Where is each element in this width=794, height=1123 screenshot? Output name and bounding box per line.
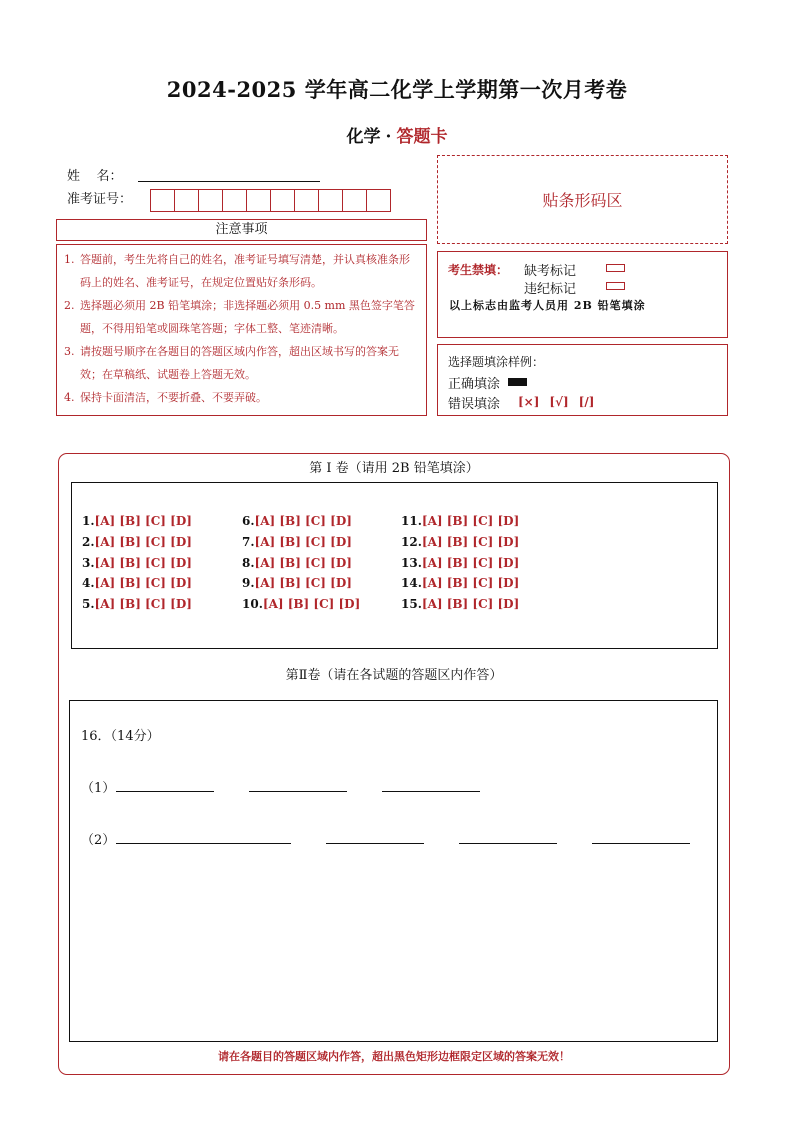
forbidden-label: 考生禁填： (448, 263, 509, 277)
mc-options[interactable]: [A] [B] [C] [D] (421, 597, 520, 611)
violation-mark-box[interactable] (606, 282, 625, 290)
boundary-warning: 请在各题目的答题区域内作答，超出黑色矩形边框限定区域的答案无效！ (218, 1050, 570, 1063)
mc-question[interactable]: 6.[A] [B] [C] [D] (242, 514, 352, 528)
card-subtitle (0, 122, 794, 147)
mc-options[interactable]: [A] [B] [C] [D] (254, 556, 352, 570)
mc-question[interactable]: 3.[A] [B] [C] [D] (82, 556, 192, 570)
mc-options[interactable]: [A] [B] [C] [D] (254, 535, 352, 549)
answer-card-label: 答题卡 (396, 127, 448, 147)
answer-line[interactable] (116, 791, 214, 792)
id-digit-box[interactable] (174, 189, 199, 212)
mc-question[interactable]: 8.[A] [B] [C] [D] (242, 556, 352, 570)
mc-options[interactable]: [A] [B] [C] [D] (94, 576, 192, 590)
id-digit-box[interactable] (318, 189, 343, 212)
answer-line[interactable] (459, 843, 557, 844)
mc-question[interactable]: 15.[A] [B] [C] [D] (401, 597, 520, 611)
mc-options[interactable]: [A] [B] [C] [D] (262, 597, 361, 611)
forbidden-note: 以上标志由监考人员用 2B 铅笔填涂 (449, 299, 646, 312)
id-digit-box[interactable] (150, 189, 175, 212)
wrong-fill-samples (518, 395, 594, 409)
question-16-answer-box (69, 700, 718, 1042)
wrong-mark: [/] (578, 395, 595, 409)
wrong-mark: [√] (549, 395, 569, 409)
section1-title: 第 I 卷（请用 2B 铅笔填涂） (309, 461, 479, 476)
answer-line[interactable] (326, 843, 424, 844)
notice-item-number: 1. (64, 253, 75, 266)
mc-question[interactable]: 12.[A] [B] [C] [D] (401, 535, 520, 549)
notice-item (64, 386, 420, 409)
mc-question[interactable]: 1.[A] [B] [C] [D] (82, 514, 192, 528)
notice-item (64, 294, 420, 340)
mc-options[interactable]: [A] [B] [C] [D] (94, 535, 192, 549)
mc-question[interactable]: 2.[A] [B] [C] [D] (82, 535, 192, 549)
mc-question[interactable]: 5.[A] [B] [C] [D] (82, 597, 192, 611)
correct-fill-sample (508, 378, 527, 386)
proctor-marks-panel (437, 251, 728, 338)
id-digit-box[interactable] (342, 189, 367, 212)
absent-mark-box[interactable] (606, 264, 625, 272)
answer-line[interactable] (116, 843, 291, 844)
notice-heading: 注意事项 (56, 219, 427, 241)
notice-item-text: 答题前，考生先将自己的姓名，准考证号填写清楚，并认真核准条形码上的姓名、准考证号，在规定位置贴好条形码。 (80, 253, 410, 289)
name-label: 姓 名： (67, 169, 123, 184)
id-digit-box[interactable] (222, 189, 247, 212)
wrong-fill-label: 错误填涂 (448, 397, 501, 412)
notice-list (56, 244, 427, 416)
mc-question[interactable]: 13.[A] [B] [C] [D] (401, 556, 520, 570)
mc-options[interactable]: [A] [B] [C] [D] (421, 576, 520, 590)
exam-id-label: 准考证号： (67, 192, 133, 207)
mc-options[interactable]: [A] [B] [C] [D] (254, 514, 352, 528)
mc-question[interactable]: 9.[A] [B] [C] [D] (242, 576, 352, 590)
mc-options[interactable]: [A] [B] [C] [D] (254, 576, 352, 590)
part-1-label: （1） (81, 781, 116, 796)
section2-title: 第Ⅱ卷（请在各试题的答题区内作答） (285, 668, 503, 683)
notice-item-number: 4. (64, 391, 75, 404)
mc-options[interactable]: [A] [B] [C] [D] (421, 556, 520, 570)
name-field[interactable] (138, 181, 320, 182)
mc-options[interactable]: [A] [B] [C] [D] (94, 556, 192, 570)
separator-dot: · (385, 127, 392, 147)
answer-line[interactable] (592, 843, 690, 844)
notice-item-text: 选择题必须用 2B 铅笔填涂；非选择题必须用 0.5 mm 黑色签字笔答题，不得用铅笔或圆珠笔答题；字体工整、笔迹清晰。 (80, 299, 415, 335)
notice-item-number: 2. (64, 299, 75, 312)
mc-question[interactable]: 4.[A] [B] [C] [D] (82, 576, 192, 590)
mc-options[interactable]: [A] [B] [C] [D] (421, 535, 520, 549)
page-title: 2024-2025 学年高二化学上学期第一次月考卷 (166, 77, 628, 102)
answer-line[interactable] (249, 791, 347, 792)
id-digit-box[interactable] (294, 189, 319, 212)
subject-label: 化学 (346, 127, 381, 147)
notice-item-text: 请按题号顺序在各题目的答题区域内作答，超出区域书写的答案无效；在草稿纸、试题卷上答题无效。 (80, 345, 399, 381)
mc-question[interactable]: 10.[A] [B] [C] [D] (242, 597, 361, 611)
multiple-choice-box (71, 482, 718, 649)
mc-options[interactable]: [A] [B] [C] [D] (94, 514, 192, 528)
answer-line[interactable] (382, 791, 480, 792)
mc-question[interactable]: 7.[A] [B] [C] [D] (242, 535, 352, 549)
notice-item (64, 340, 420, 386)
fill-sample-title: 选择题填涂样例： (448, 355, 545, 369)
fill-sample-panel (437, 344, 728, 416)
mc-options[interactable]: [A] [B] [C] [D] (421, 514, 520, 528)
notice-item-number: 3. (64, 345, 75, 358)
part-2-label: （2） (81, 833, 116, 848)
violation-mark-label: 违纪标记 (524, 282, 577, 297)
id-digit-box[interactable] (270, 189, 295, 212)
question-16-label: 16．（14分） (81, 729, 160, 744)
id-digit-box[interactable] (198, 189, 223, 212)
mc-options[interactable]: [A] [B] [C] [D] (94, 597, 192, 611)
id-digit-box[interactable] (246, 189, 271, 212)
absent-mark-label: 缺考标记 (524, 264, 577, 279)
mc-question[interactable]: 14.[A] [B] [C] [D] (401, 576, 520, 590)
id-digit-box[interactable] (366, 189, 391, 212)
barcode-area (437, 155, 728, 244)
wrong-mark: [×] (518, 395, 540, 409)
exam-id-boxes[interactable] (151, 189, 391, 212)
mc-question[interactable]: 11.[A] [B] [C] [D] (401, 514, 520, 528)
notice-item (64, 248, 420, 294)
correct-fill-label: 正确填涂 (448, 377, 501, 392)
barcode-label: 贴条形码区 (542, 191, 623, 210)
notice-item-text: 保持卡面清洁，不要折叠、不要弄破。 (80, 391, 267, 404)
